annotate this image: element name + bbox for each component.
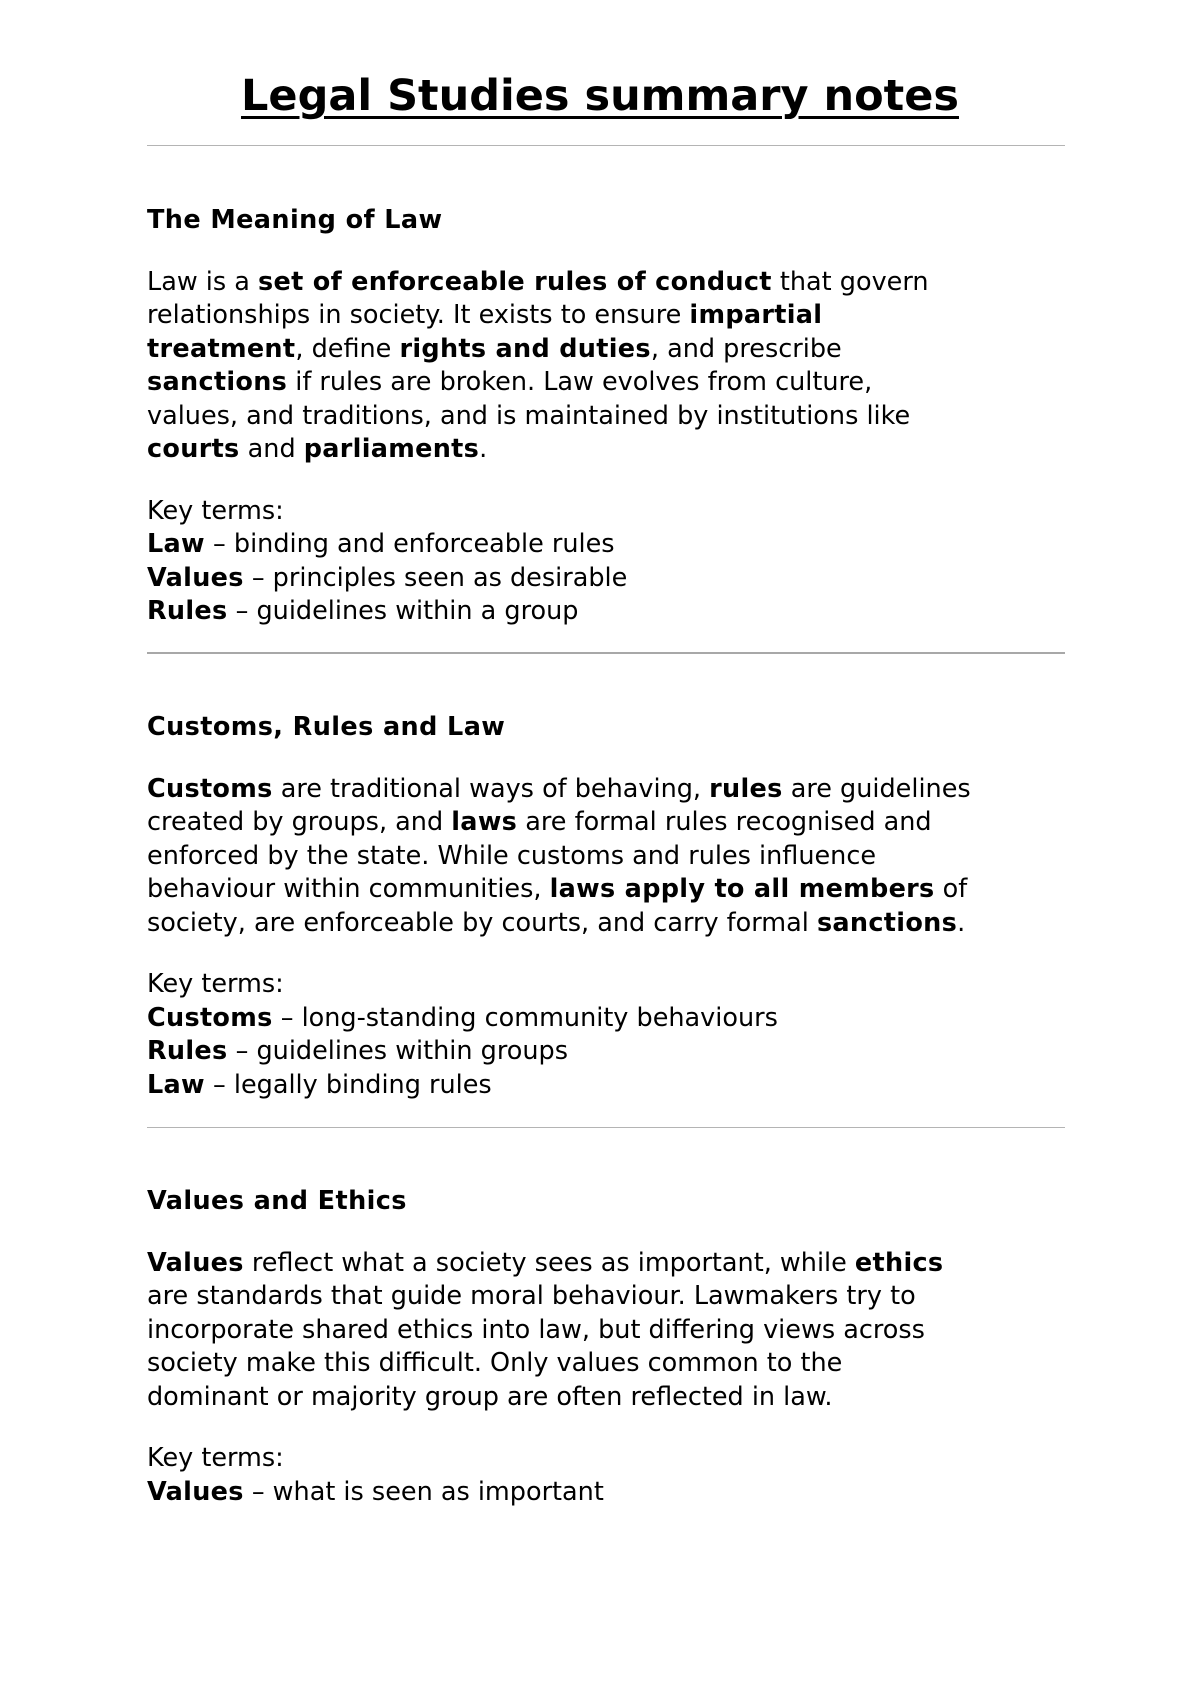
key-terms-list bbox=[147, 1476, 1072, 1510]
key-term-row bbox=[147, 1002, 1072, 1036]
key-terms-list bbox=[147, 1002, 1072, 1103]
body-text: behaviour within communities, bbox=[147, 874, 550, 904]
section-meaning-of-law bbox=[147, 204, 1072, 629]
bold-text: Values bbox=[147, 1247, 244, 1278]
body-text: that govern bbox=[771, 266, 929, 297]
key-terms-label: Key terms: bbox=[147, 495, 284, 526]
bold-text: laws bbox=[451, 807, 518, 837]
divider bbox=[147, 145, 1065, 146]
body-text: , define bbox=[295, 333, 400, 364]
bold-text: ethics bbox=[854, 1247, 944, 1278]
bold-text: laws apply to all members bbox=[549, 874, 935, 904]
section-heading: Customs, Rules and Law bbox=[147, 712, 506, 742]
bold-text: Customs bbox=[147, 773, 273, 804]
body-text: values, and traditions, and is maintained by institutions like bbox=[147, 400, 911, 431]
document-title: Legal Studies summary notes bbox=[241, 71, 959, 121]
bold-text: parliaments bbox=[303, 434, 480, 464]
body-text: Law is a bbox=[147, 266, 259, 297]
bold-text: treatment bbox=[147, 333, 296, 364]
body-text: of bbox=[934, 874, 968, 904]
body-text: are traditional ways of behaving, bbox=[272, 773, 710, 804]
key-term: Rules bbox=[147, 1036, 228, 1066]
key-term-definition: – guidelines within a group bbox=[227, 596, 579, 626]
key-term-definition: – guidelines within groups bbox=[227, 1036, 568, 1066]
key-term: Customs bbox=[147, 1002, 273, 1033]
key-term-row bbox=[147, 1476, 1072, 1510]
section-body bbox=[147, 773, 1072, 941]
key-term: Rules bbox=[147, 596, 228, 626]
key-term-definition: – what is seen as important bbox=[243, 1476, 604, 1507]
key-term-row bbox=[147, 562, 1072, 596]
bold-text: set of enforceable rules of conduct bbox=[258, 266, 772, 297]
key-term-definition: – long-standing community behaviours bbox=[272, 1002, 778, 1033]
divider bbox=[147, 652, 1065, 654]
bold-text: sanctions bbox=[147, 367, 288, 397]
body-text: are formal rules recognised and bbox=[517, 807, 932, 837]
section-body bbox=[147, 1247, 1072, 1415]
bold-text: rules bbox=[709, 773, 783, 804]
key-terms-label: Key terms: bbox=[147, 1443, 284, 1473]
key-term-definition: – principles seen as desirable bbox=[243, 562, 628, 593]
body-text: incorporate shared ethics into law, but differing views across bbox=[147, 1314, 925, 1345]
section-body bbox=[147, 266, 1072, 467]
key-terms-list bbox=[147, 528, 1072, 629]
body-text: society make this difficult. Only values common to the bbox=[147, 1348, 843, 1378]
bold-text: impartial bbox=[689, 300, 823, 330]
body-text: are guidelines bbox=[782, 773, 971, 804]
body-text: if rules are broken. Law evolves from culture, bbox=[287, 367, 873, 397]
key-term-row bbox=[147, 1035, 1072, 1069]
key-term-definition: – binding and enforceable rules bbox=[204, 529, 615, 559]
bold-text: sanctions bbox=[816, 907, 958, 938]
body-text: . bbox=[957, 907, 966, 938]
body-text: society, are enforceable by courts, and carry formal bbox=[147, 907, 817, 938]
key-term-row bbox=[147, 1069, 1072, 1103]
key-term: Law bbox=[147, 529, 205, 559]
section-customs-rules-law bbox=[147, 711, 1072, 1102]
body-text: are standards that guide moral behaviour. Lawmakers try to bbox=[147, 1281, 916, 1311]
body-text: reflect what a society sees as important, while bbox=[243, 1247, 855, 1278]
body-text: relationships in society. It exists to ensure bbox=[147, 300, 690, 330]
section-heading: The Meaning of Law bbox=[147, 205, 443, 235]
key-term-row bbox=[147, 595, 1072, 629]
body-text: created by groups, and bbox=[147, 807, 452, 837]
section-values-ethics bbox=[147, 1185, 1072, 1509]
section-heading: Values and Ethics bbox=[147, 1186, 407, 1216]
divider bbox=[147, 1127, 1065, 1128]
body-text: enforced by the state. While customs and rules influence bbox=[147, 840, 877, 871]
key-term-row bbox=[147, 528, 1072, 562]
key-term-definition: – legally binding rules bbox=[204, 1069, 492, 1100]
body-text: dominant or majority group are often reflected in law. bbox=[147, 1381, 833, 1412]
body-text: and bbox=[239, 434, 304, 464]
bold-text: courts bbox=[147, 434, 240, 464]
key-term: Values bbox=[147, 562, 244, 593]
key-term: Law bbox=[147, 1069, 205, 1100]
body-text: , and prescribe bbox=[650, 333, 842, 364]
bold-text: rights and duties bbox=[399, 333, 651, 364]
key-terms-label: Key terms: bbox=[147, 969, 284, 999]
body-text: . bbox=[479, 434, 488, 464]
key-term: Values bbox=[147, 1476, 244, 1507]
